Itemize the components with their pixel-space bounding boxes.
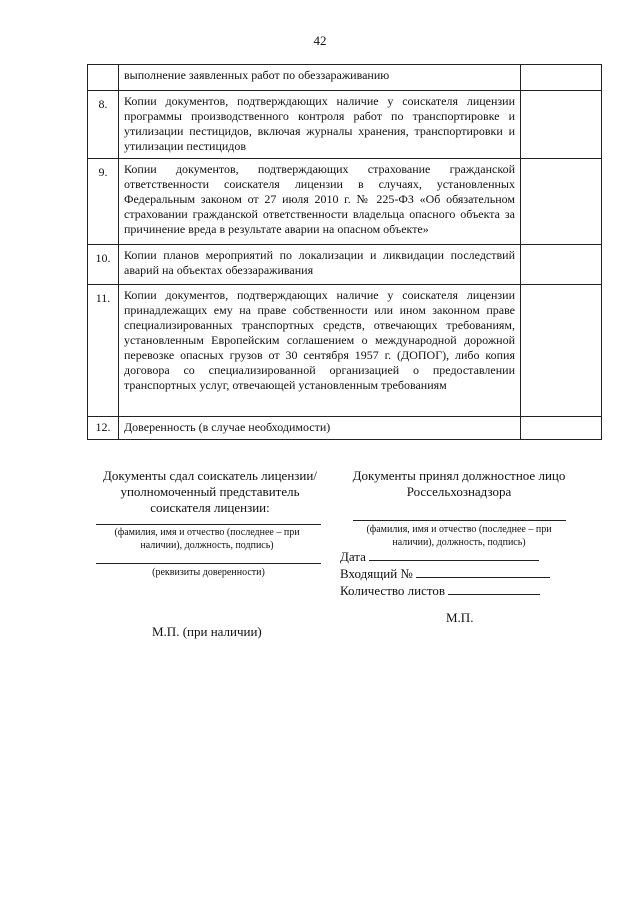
received-name-caption: (фамилия, имя и отчество (последнее – при наличии), должность, подпись) bbox=[366, 524, 552, 548]
table-row bbox=[88, 417, 602, 440]
row-number-text: 10. bbox=[95, 251, 111, 265]
submitted-name-line bbox=[96, 524, 321, 525]
incoming-number-label: Входящий № bbox=[340, 566, 413, 581]
row-number bbox=[88, 285, 119, 417]
received-title: Документы принял должностное лицо Россельхознадзора bbox=[352, 468, 566, 499]
sheets-count-field bbox=[340, 583, 540, 599]
sheets-count-input-line[interactable] bbox=[448, 583, 540, 595]
page-number: 42 bbox=[313, 33, 327, 48]
incoming-number-input-line[interactable] bbox=[416, 566, 550, 578]
row-number bbox=[88, 91, 119, 159]
row-description: Доверенность (в случае необходимости) bbox=[119, 417, 521, 440]
date-input-line[interactable] bbox=[369, 549, 539, 561]
row-number-text: 9. bbox=[98, 165, 108, 179]
row-blank-cell bbox=[521, 417, 602, 440]
row-number: 12. bbox=[88, 417, 119, 440]
table-row bbox=[88, 159, 602, 245]
row-blank-cell bbox=[521, 245, 602, 285]
date-field bbox=[340, 549, 539, 565]
submitted-proxy-caption: (реквизиты доверенности) bbox=[152, 567, 265, 578]
submitted-title: Документы сдал соискатель лицензии/уполномоченный представитель соискателя лицензии: bbox=[103, 468, 317, 515]
row-number bbox=[88, 65, 119, 91]
row-blank-cell bbox=[521, 91, 602, 159]
row-number-text: 8. bbox=[98, 97, 108, 111]
sheets-count-label: Количество листов bbox=[340, 583, 446, 598]
table-row bbox=[88, 65, 602, 91]
submitted-name-caption: (фамилия, имя и отчество (последнее – при наличии), должность, подпись) bbox=[114, 527, 300, 551]
row-description: выполнение заявленных работ по обеззараживанию bbox=[119, 65, 521, 91]
row-blank-cell bbox=[521, 159, 602, 245]
table-row bbox=[88, 245, 602, 285]
date-label: Дата bbox=[340, 549, 366, 564]
submitted-proxy-line bbox=[96, 563, 321, 564]
row-number-text: 11. bbox=[95, 291, 111, 305]
row-description: Копии документов, подтверждающих наличие у соискателя лицензии программы производственного контроля работ по транспортировке и утилизации пестицидов, включая журналы хранения, транспортировки и утилизации пестицидов bbox=[119, 91, 521, 159]
row-number bbox=[88, 245, 119, 285]
row-description: Копии планов мероприятий по локализации и ликвидации последствий аварий на объектах обеззараживания bbox=[119, 245, 521, 285]
incoming-number-field bbox=[340, 566, 550, 582]
received-stamp: М.П. bbox=[446, 610, 474, 625]
documents-table bbox=[87, 64, 602, 440]
row-description: Копии документов, подтверждающих наличие у соискателя лицензии принадлежащих ему на праве собственности или ином законном праве специализированных транспортных средств, отвечающих требованиям, установленным Европейским соглашением о международной дорожной перевозке опасных грузов от 30 сентября 1957 г. (ДОПОГ), либо копия договора со специализированной организацией о предоставлении транспортных услуг, отвечающей установленным требованиям bbox=[119, 285, 521, 417]
table-row bbox=[88, 91, 602, 159]
submitted-stamp: М.П. (при наличии) bbox=[152, 624, 262, 639]
received-name-line bbox=[353, 520, 566, 521]
table-row bbox=[88, 285, 602, 417]
row-blank-cell bbox=[521, 65, 602, 91]
row-description: Копии документов, подтверждающих страхование гражданской ответственности соискателя лицензии в случаях, установленных Федеральным законом от 27 июля 2010 г. № 225-ФЗ «Об обязательном страховании гражданской ответственности владельца опасного объекта за причинение вреда в результате аварии на опасном объекте» bbox=[119, 159, 521, 245]
row-blank-cell bbox=[521, 285, 602, 417]
row-number bbox=[88, 159, 119, 245]
